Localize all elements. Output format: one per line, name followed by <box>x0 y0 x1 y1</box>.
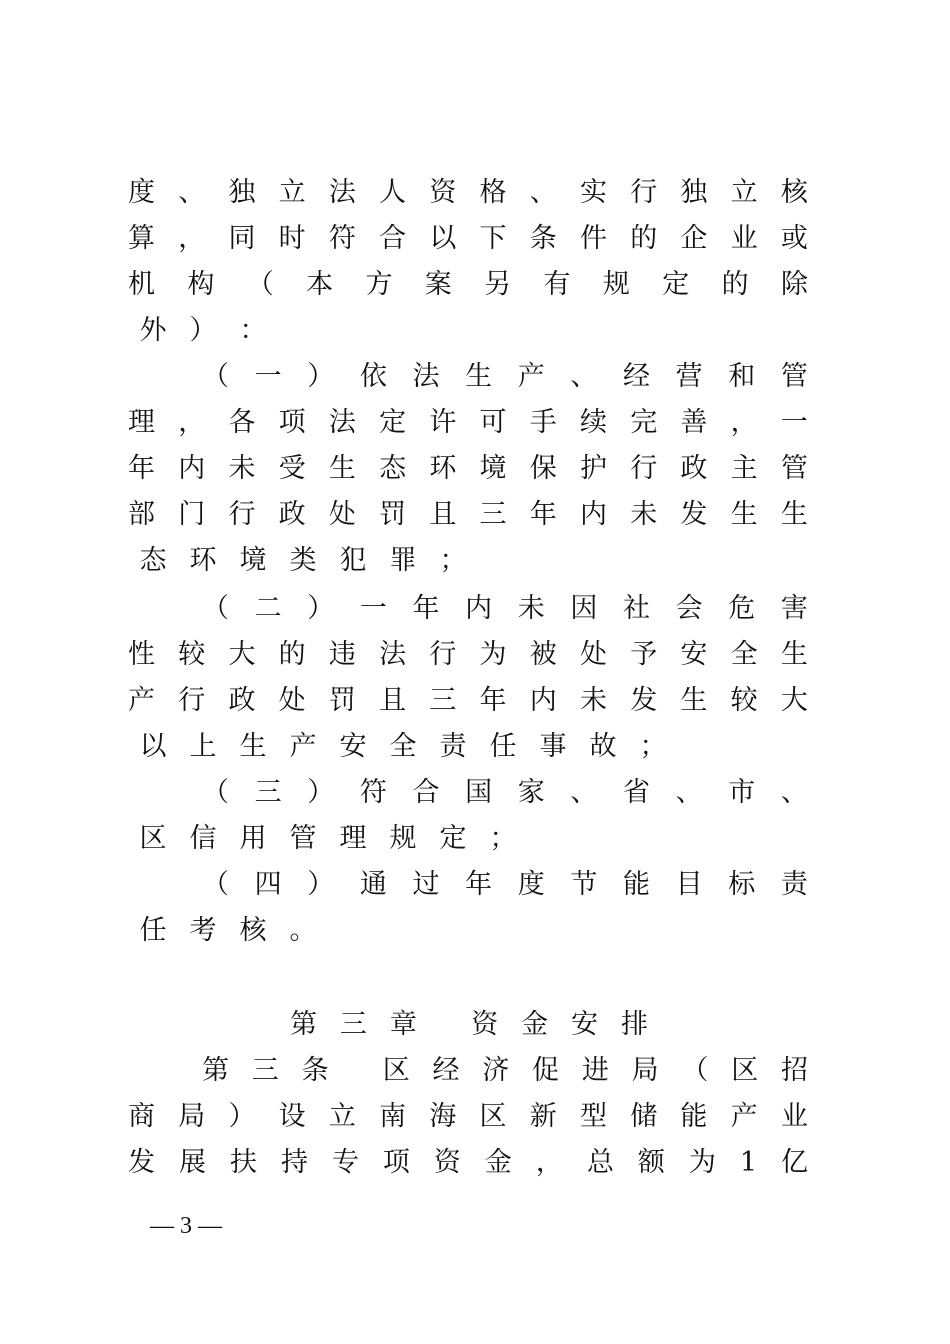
text-char: 政 <box>228 685 256 716</box>
text-char: 故 <box>589 731 617 762</box>
text-char: 生 <box>680 685 708 716</box>
text-char: 二 <box>254 593 282 624</box>
text-char: 型 <box>579 1101 607 1132</box>
text-char: 独 <box>228 177 256 208</box>
text-line <box>128 1140 808 1186</box>
text-char: 资 <box>471 1009 499 1040</box>
text-char: 招 <box>780 1055 808 1086</box>
text-char: 度 <box>128 177 155 208</box>
text-char: （ <box>681 1055 709 1086</box>
text-char: （ <box>202 869 229 900</box>
text-char: 立 <box>278 177 306 208</box>
text-char: 标 <box>728 869 756 900</box>
text-char: 条 <box>301 1055 329 1086</box>
text-line <box>128 538 808 584</box>
text-char: 除 <box>780 269 808 300</box>
text-line <box>128 724 808 770</box>
text-char: 较 <box>730 685 758 716</box>
text-char: 生 <box>780 639 808 670</box>
text-char: 资 <box>429 177 457 208</box>
text-char: ， <box>535 1147 563 1178</box>
text-char: 家 <box>517 777 545 808</box>
text-char: 发 <box>630 685 658 716</box>
text-char: 局 <box>178 1101 206 1132</box>
text-char: 依 <box>359 361 387 392</box>
text-char: 过 <box>412 869 440 900</box>
text-char: ， <box>730 407 758 438</box>
text-char: 总 <box>586 1147 614 1178</box>
text-char: 任 <box>139 915 167 946</box>
text-char: 以 <box>429 223 457 254</box>
text-char: 处 <box>579 639 607 670</box>
text-char: 下 <box>479 223 507 254</box>
text-char: 安 <box>339 731 367 762</box>
text-char: 三 <box>429 685 457 716</box>
text-char: 安 <box>680 639 708 670</box>
text-char: 和 <box>728 361 756 392</box>
text-line <box>128 308 808 354</box>
text-char: 年 <box>412 593 440 624</box>
text-char: 三 <box>339 1009 367 1040</box>
text-char: 合 <box>379 223 407 254</box>
text-char: 一 <box>359 593 387 624</box>
text-char: 实 <box>579 177 607 208</box>
text-char: 进 <box>581 1055 609 1086</box>
text-char: 未 <box>228 453 256 484</box>
text-line <box>128 216 808 262</box>
text-char: 三 <box>251 1055 279 1086</box>
text-char: 被 <box>529 639 557 670</box>
text-char: 南 <box>379 1101 407 1132</box>
text-char: 害 <box>780 593 808 624</box>
text-char: 。 <box>289 915 317 946</box>
text-char: 、 <box>570 777 598 808</box>
text-char: 局 <box>631 1055 659 1086</box>
text-char: 本 <box>306 269 334 300</box>
text-char: 生 <box>465 361 493 392</box>
text-char: 社 <box>623 593 650 624</box>
text-char: 资 <box>433 1147 461 1178</box>
text-char: 亿 <box>780 1147 808 1178</box>
text-char: 年 <box>128 453 155 484</box>
text-char: 金 <box>521 1009 549 1040</box>
text-char: 内 <box>529 685 557 716</box>
text-char: 类 <box>289 545 317 576</box>
text-char: 各 <box>228 407 256 438</box>
text-char: 年 <box>465 869 493 900</box>
text-char: 善 <box>680 407 708 438</box>
text-char: 同 <box>228 223 256 254</box>
text-char: 管 <box>289 823 317 854</box>
text-char: 境 <box>479 453 507 484</box>
text-char: 生 <box>730 499 758 530</box>
text-char: 未 <box>517 593 545 624</box>
text-char: 予 <box>630 639 658 670</box>
text-char: （ <box>202 593 229 624</box>
text-char: 节 <box>570 869 598 900</box>
text-char: ） <box>228 1101 256 1132</box>
text-char: 扶 <box>229 1147 257 1178</box>
text-char: 定 <box>379 407 407 438</box>
text-char: 会 <box>675 593 703 624</box>
text-char: 罚 <box>379 499 407 530</box>
text-char: 章 <box>389 1009 417 1040</box>
text-char: 、 <box>570 361 598 392</box>
text-char: 业 <box>730 223 758 254</box>
text-char: 用 <box>239 823 267 854</box>
text-char: 展 <box>178 1147 206 1178</box>
text-char: 内 <box>465 593 493 624</box>
text-char: 许 <box>429 407 457 438</box>
text-char: 另 <box>484 269 512 300</box>
text-char: （ <box>246 269 274 300</box>
text-char: 设 <box>278 1101 306 1132</box>
text-char: 手 <box>529 407 557 438</box>
text-char: 储 <box>630 1101 658 1132</box>
text-char: 金 <box>484 1147 512 1178</box>
text-char: 区 <box>139 823 167 854</box>
text-char: ， <box>178 223 206 254</box>
text-char: 发 <box>680 499 708 530</box>
text-char <box>351 1048 360 1094</box>
text-char: 一 <box>254 361 282 392</box>
text-char: 态 <box>379 453 407 484</box>
text-char: 环 <box>429 453 457 484</box>
text-char: 安 <box>571 1009 599 1040</box>
text-char: 定 <box>439 823 467 854</box>
text-char: 可 <box>479 407 507 438</box>
text-char: 营 <box>675 361 703 392</box>
text-char: 发 <box>128 1147 155 1178</box>
text-char: 核 <box>239 915 267 946</box>
text-char: 度 <box>517 869 545 900</box>
text-char: 未 <box>630 499 658 530</box>
text-char: 项 <box>382 1147 410 1178</box>
text-char: 续 <box>579 407 607 438</box>
text-char: 较 <box>178 639 206 670</box>
text-char: 国 <box>465 777 493 808</box>
text-char: 大 <box>228 639 256 670</box>
text-char: 任 <box>489 731 517 762</box>
text-line <box>128 678 808 724</box>
text-line <box>128 632 808 678</box>
text-char: 业 <box>780 1101 808 1132</box>
text-char: 济 <box>482 1055 510 1086</box>
text-char: 第 <box>290 1009 317 1040</box>
text-line <box>128 170 808 216</box>
text-line <box>128 492 808 538</box>
text-char: 算 <box>128 223 155 254</box>
text-char: 1 <box>739 1147 757 1178</box>
text-char: ） <box>307 777 335 808</box>
chapter-heading <box>290 1002 648 1048</box>
text-char: 商 <box>128 1101 155 1132</box>
text-char: 定 <box>662 269 690 300</box>
text-char: 为 <box>688 1147 716 1178</box>
text-char: 且 <box>379 685 407 716</box>
text-char: 通 <box>359 869 387 900</box>
text-char: 市 <box>728 777 756 808</box>
text-char: 件 <box>579 223 607 254</box>
text-char: 行 <box>630 453 658 484</box>
text-char: 理 <box>339 823 367 854</box>
text-char: 区 <box>731 1055 759 1086</box>
text-char: 经 <box>623 361 650 392</box>
text-char: 性 <box>128 639 155 670</box>
text-char: 、 <box>178 177 206 208</box>
text-char: 年 <box>479 685 507 716</box>
text-char: 罚 <box>328 685 356 716</box>
text-char: 犯 <box>339 545 367 576</box>
text-line <box>128 1094 808 1140</box>
text-char: 事 <box>539 731 567 762</box>
text-char: 一 <box>780 407 808 438</box>
text-char: 门 <box>178 499 206 530</box>
text-char: ） <box>189 315 217 346</box>
text-char: ） <box>307 869 335 900</box>
text-char: 境 <box>239 545 267 576</box>
text-char: 区 <box>382 1055 410 1086</box>
text-char: 项 <box>278 407 306 438</box>
text-char: 经 <box>432 1055 460 1086</box>
text-char: 信 <box>189 823 217 854</box>
text-char: 生 <box>780 499 808 530</box>
text-char: 省 <box>623 777 650 808</box>
text-char: 全 <box>730 639 758 670</box>
list-item-3 <box>202 770 808 816</box>
text-char: 考 <box>189 915 217 946</box>
text-char: （ <box>202 361 229 392</box>
text-char: 能 <box>680 1101 708 1132</box>
text-char: 产 <box>289 731 317 762</box>
text-char: 管 <box>780 361 808 392</box>
text-char: 完 <box>630 407 658 438</box>
text-char: 目 <box>675 869 703 900</box>
list-item-2 <box>202 586 808 632</box>
text-char: 受 <box>278 453 306 484</box>
text-char: 责 <box>439 731 467 762</box>
text-char: 四 <box>254 869 282 900</box>
text-char: 的 <box>630 223 658 254</box>
text-char: 行 <box>178 685 206 716</box>
article-line <box>202 1048 808 1094</box>
text-char: 符 <box>359 777 387 808</box>
text-char: 立 <box>328 1101 356 1132</box>
text-char: ； <box>489 823 517 854</box>
text-char: 案 <box>424 269 452 300</box>
text-char: 三 <box>479 499 507 530</box>
text-char: 规 <box>602 269 630 300</box>
text-char: 独 <box>680 177 708 208</box>
text-char: 行 <box>228 499 256 530</box>
text-char: 能 <box>623 869 650 900</box>
text-char: 有 <box>543 269 571 300</box>
text-char: 核 <box>780 177 808 208</box>
text-char: 部 <box>128 499 155 530</box>
text-char: 促 <box>532 1055 560 1086</box>
text-char: 为 <box>479 639 507 670</box>
text-char: 的 <box>721 269 749 300</box>
text-char: 的 <box>278 639 306 670</box>
text-char: 危 <box>728 593 756 624</box>
text-char: 内 <box>178 453 206 484</box>
text-char: 理 <box>128 407 155 438</box>
text-char: 政 <box>680 453 708 484</box>
text-char: 、 <box>675 777 703 808</box>
text-char: 构 <box>187 269 215 300</box>
text-char <box>440 1002 449 1048</box>
text-char: ； <box>639 731 667 762</box>
text-char: 政 <box>278 499 306 530</box>
text-char: 生 <box>239 731 267 762</box>
text-char: 持 <box>280 1147 308 1178</box>
list-item-4 <box>202 862 808 908</box>
text-char: 法 <box>328 177 356 208</box>
text-char: 海 <box>429 1101 457 1132</box>
text-char: 因 <box>570 593 598 624</box>
text-line <box>128 446 808 492</box>
text-char: 法 <box>412 361 440 392</box>
text-char: 、 <box>780 777 808 808</box>
text-char: ： <box>239 315 267 346</box>
text-char: 处 <box>278 685 306 716</box>
text-char: ） <box>307 361 335 392</box>
text-char: 额 <box>637 1147 665 1178</box>
page-number: — 3 — <box>150 1213 222 1239</box>
text-char: 新 <box>529 1101 557 1132</box>
text-char: 条 <box>529 223 557 254</box>
text-char: 法 <box>328 407 356 438</box>
text-char: 大 <box>780 685 808 716</box>
text-char: （ <box>202 777 229 808</box>
text-char: 外 <box>139 315 167 346</box>
list-item-1 <box>202 354 808 400</box>
text-char: ， <box>178 407 206 438</box>
text-char: 处 <box>328 499 356 530</box>
text-char: 责 <box>780 869 808 900</box>
text-char: 区 <box>479 1101 507 1132</box>
text-char: 、 <box>529 177 557 208</box>
text-char: 法 <box>379 639 407 670</box>
text-char: 罪 <box>389 545 417 576</box>
text-char: 上 <box>189 731 217 762</box>
text-char: 人 <box>379 177 407 208</box>
text-char: 主 <box>730 453 758 484</box>
text-char: 产 <box>517 361 545 392</box>
text-char: 环 <box>189 545 217 576</box>
text-char: 规 <box>389 823 417 854</box>
text-char: 年 <box>529 499 557 530</box>
text-char: 或 <box>780 223 808 254</box>
text-char: 护 <box>579 453 607 484</box>
text-char: 时 <box>278 223 306 254</box>
text-char: 排 <box>620 1009 648 1040</box>
text-line <box>128 400 808 446</box>
text-char: 未 <box>579 685 607 716</box>
text-char: 机 <box>128 269 155 300</box>
text-char: 格 <box>479 177 507 208</box>
text-char: 违 <box>328 639 356 670</box>
text-char: 合 <box>412 777 440 808</box>
text-char: 以 <box>139 731 167 762</box>
text-char: 态 <box>139 545 167 576</box>
text-char: 三 <box>254 777 282 808</box>
text-char: 生 <box>328 453 356 484</box>
text-char: ） <box>307 593 335 624</box>
text-char: 产 <box>128 685 155 716</box>
text-char: 第 <box>202 1055 229 1086</box>
text-char: 行 <box>630 177 658 208</box>
text-char: 立 <box>730 177 758 208</box>
text-char: 行 <box>429 639 457 670</box>
text-char: 内 <box>579 499 607 530</box>
text-line <box>128 908 808 954</box>
text-char: 且 <box>429 499 457 530</box>
text-char: 产 <box>730 1101 758 1132</box>
text-char: 专 <box>331 1147 359 1178</box>
text-char: 方 <box>365 269 393 300</box>
text-char: 符 <box>328 223 356 254</box>
text-line <box>128 262 808 308</box>
text-char: 企 <box>680 223 708 254</box>
text-line <box>128 816 808 862</box>
text-char: 保 <box>529 453 557 484</box>
text-char: ； <box>439 545 467 576</box>
text-char: 全 <box>389 731 417 762</box>
text-char: 管 <box>780 453 808 484</box>
